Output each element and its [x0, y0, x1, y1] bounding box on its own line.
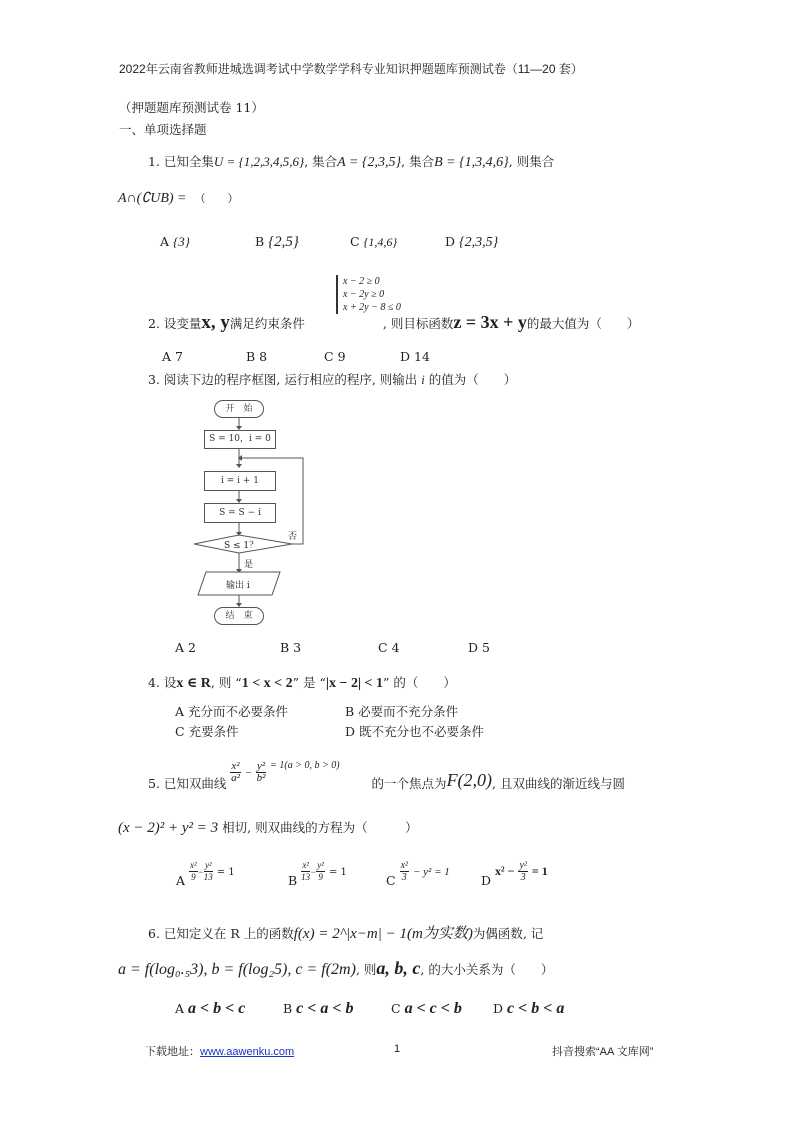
q1-options: [160, 234, 660, 251]
q6-options: [175, 1000, 564, 1018]
q1-text: 1. 已知全集: [148, 154, 214, 169]
q1-expression: A∩(∁UB) =: [118, 191, 187, 206]
q3-var: i: [421, 373, 425, 387]
q6-option-c[interactable]: C a < c < b: [391, 1000, 462, 1017]
flowchart: [190, 395, 320, 630]
q4-text-mid1: , 则 “: [210, 675, 242, 690]
q5-frac-y: $\frac{\text{y²}}{\text{b²}}$: [256, 760, 266, 784]
q2-vars: x, y: [201, 312, 230, 333]
question-1: [148, 152, 554, 171]
q6-text-suffix: 为偶函数, 记: [472, 926, 544, 941]
flowchart-condition: S ≤ 1？: [224, 541, 259, 551]
q2-option-c[interactable]: C 9: [324, 349, 346, 364]
q1-text-mid1: , 集合: [304, 154, 338, 169]
q6-option-d[interactable]: D c < b < a: [493, 1000, 565, 1017]
q2-text: 2. 设变量: [148, 316, 202, 331]
q3-option-c[interactable]: C 4: [378, 640, 400, 655]
q5-option-b[interactable]: B $\frac{\text{x²}}{13}$ − $\frac{\text{y²}}{9}$ = 1: [288, 860, 347, 888]
q6-text-mid: , 则: [355, 962, 377, 977]
q4-text: 4. 设: [148, 675, 177, 690]
q5-option-d[interactable]: D x² − $\frac{\text{y²}}{3}$ = 1: [481, 860, 548, 888]
section-title: 一、单项选择题: [119, 122, 207, 137]
q1-text-mid2: , 集合: [401, 154, 435, 169]
q1-option-d[interactable]: D {2,3,5}: [445, 234, 499, 250]
q1-answer-blank: （ ）: [194, 192, 239, 205]
footer-download-link[interactable]: www.aawenku.com: [200, 1046, 295, 1058]
q5-line-2: [118, 818, 418, 837]
q2-text-mid2: , 则目标函数: [382, 316, 454, 331]
q2-option-b[interactable]: B 8: [246, 349, 268, 364]
q5-text-line2: 相切, 则双曲线的方程为（ ）: [222, 820, 418, 835]
q2-objective: z = 3x + y: [453, 312, 527, 332]
q3-options: [175, 640, 508, 655]
q2-option-d[interactable]: D 14: [400, 349, 430, 364]
q2-constraint-2: x − 2y ≥ 0: [343, 289, 385, 300]
q4-option-c[interactable]: C 充要条件: [175, 724, 239, 739]
q4-options: [175, 702, 484, 742]
q5-option-c[interactable]: C $\frac{\text{x²}}{3}$ − y² = 1: [386, 860, 450, 888]
q1-set-u: U = {1,2,3,4,5,6}: [213, 154, 305, 169]
q5-condition: = 1(a > 0, b > 0): [270, 760, 340, 771]
q6-function: f(x) = 2^|x−m| − 1(m为实数): [293, 926, 473, 942]
flowchart-output: 输出 i: [226, 581, 250, 591]
q5-text-suffix: , 且双曲线的渐近线与圆: [492, 776, 625, 791]
q2-options: [162, 349, 460, 364]
flowchart-step-subtract: S = S − i: [204, 503, 276, 523]
flowchart-step-increment: i = i + 1: [204, 471, 276, 491]
q6-vars: a, b, c: [376, 958, 421, 978]
q4-option-d[interactable]: D 既不充分也不必要条件: [345, 724, 485, 739]
q1-set-a: A = {2,3,5}: [337, 155, 402, 170]
q3-option-d[interactable]: D 5: [468, 640, 490, 655]
q6-text: 6. 已知定义在 R 上的函数: [148, 926, 294, 941]
q4-condition-1: 1 < x < 2: [241, 676, 293, 691]
flowchart-start: 开 始: [214, 400, 264, 418]
q1-option-b[interactable]: B {2,5}: [255, 234, 299, 250]
footer-download: [145, 1043, 294, 1059]
question-6: [148, 922, 543, 943]
q3-text-suffix: 的值为（ ）: [428, 372, 517, 387]
question-2: [148, 312, 639, 334]
q3-text: 3. 阅读下边的程序框图, 运行相应的程序, 则输出: [148, 372, 418, 387]
q6-text-tail: , 的大小关系为（ ）: [420, 962, 554, 977]
flowchart-yes-label: 是: [244, 560, 254, 570]
q2-text-suffix: 的最大值为（ ）: [526, 316, 640, 331]
q2-constraint-3: x + 2y − 8 ≤ 0: [343, 302, 401, 313]
flowchart-no-label: 否: [288, 532, 298, 542]
q1-expression-line: [118, 190, 239, 207]
q5-text-mid: 的一个焦点为: [371, 776, 447, 791]
question-3: [148, 370, 516, 388]
document-header: 2022年云南省教师进城选调考试中学数学学科专业知识押题题库预测试卷（11—20 套）: [119, 62, 583, 76]
footer-right-text: 抖音搜索“AA 文库网”: [552, 1046, 654, 1058]
q1-option-a[interactable]: A {3}: [160, 234, 190, 249]
q6-option-a[interactable]: A a < b < c: [175, 1000, 246, 1017]
question-4: [148, 673, 456, 692]
q4-condition-2: |x − 2| < 1: [325, 676, 384, 691]
q2-constraint-system: [336, 275, 401, 314]
q6-option-b[interactable]: B c < a < b: [283, 1000, 354, 1017]
q1-set-b: B = {1,3,4,6}: [434, 155, 509, 170]
q1-text-suffix: , 则集合: [508, 154, 555, 169]
question-5: 5. 已知双曲线 $\frac{\text{x²}}{\text{a²}}$ − $\frac{\text{y²}}{\text{b²}}$ $^{= 1(a > 0, b > 0)}$ 的一个焦点为F(2,0), 且双曲线的渐近线与圆: [148, 760, 625, 791]
q2-text-mid: 满足约束条件: [229, 316, 305, 331]
q4-option-b[interactable]: B 必要而不充分条件: [345, 704, 459, 719]
q4-text-mid2: ” 是 “: [292, 675, 326, 690]
q2-constraint-1: x − 2 ≥ 0: [343, 276, 380, 287]
q2-option-a[interactable]: A 7: [162, 349, 183, 364]
q5-frac-x: $\frac{\text{x²}}{\text{a²}}$: [231, 760, 240, 784]
footer-download-label: 下载地址：: [145, 1046, 200, 1058]
q4-domain: x ∈ R: [176, 676, 211, 691]
q6-definitions: a = f(log₀.₅3), b = f(log₂5), c = f(2m): [118, 961, 356, 978]
q4-text-suffix: ” 的（ ）: [383, 675, 456, 690]
q3-option-b[interactable]: B 3: [280, 640, 302, 655]
q5-text: 5. 已知双曲线: [148, 776, 227, 791]
q6-line-2: [118, 958, 553, 979]
q3-option-a[interactable]: A 2: [175, 640, 196, 655]
flowchart-init: S = 10，i = 0: [204, 430, 276, 449]
q1-option-c[interactable]: C {1,4,6}: [350, 234, 398, 249]
q4-option-a[interactable]: A 充分而不必要条件: [175, 704, 289, 719]
page-number: 1: [394, 1043, 401, 1055]
q5-option-a[interactable]: A $\frac{\text{x²}}{9}$ − $\frac{\text{y²}}{13}$ = 1: [176, 860, 235, 888]
q5-options: [176, 860, 548, 888]
paper-subtitle: （押题题库预测试卷 11）: [119, 100, 264, 115]
q5-focus: F(2,0): [446, 770, 493, 790]
flowchart-end: 结 束: [214, 607, 264, 625]
q5-circle: (x − 2)² + y² = 3: [118, 820, 219, 836]
